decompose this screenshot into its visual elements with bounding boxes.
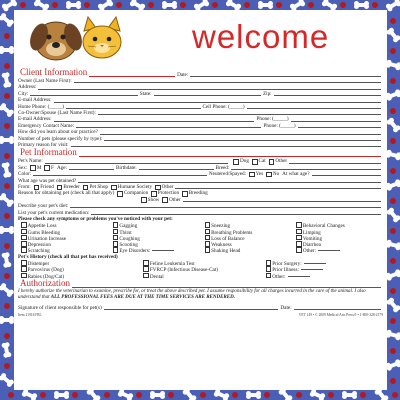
date-label: Date: <box>177 71 189 78</box>
at-what-age-field[interactable] <box>312 175 381 176</box>
phone-field[interactable] <box>291 121 381 122</box>
ball-icon <box>179 1 187 9</box>
breed-label: Breed: <box>215 164 230 171</box>
emergency-field[interactable] <box>76 127 261 128</box>
ball-icon <box>4 183 10 189</box>
num-pets-label: Number of pets (please specify by type): <box>18 135 103 142</box>
ball-icon <box>389 227 397 235</box>
reason-obtain-label: Reason for obtaining pet (check all that apply) <box>18 190 115 197</box>
ball-icon <box>327 391 335 399</box>
humane-label: Humane Society <box>117 183 153 190</box>
ball-icon <box>116 2 122 8</box>
symptom-label: Depression <box>27 242 51 248</box>
bone-icon <box>388 30 398 41</box>
home-phone-field[interactable] <box>66 108 200 109</box>
symptom-label: Diarrhea <box>302 242 321 248</box>
bone-icon <box>1 375 12 385</box>
ball-icon <box>296 392 302 398</box>
bone-icon <box>312 391 324 399</box>
other-label: Other <box>275 158 288 165</box>
bone-icon <box>344 393 355 397</box>
ball-icon <box>3 152 11 160</box>
cell-phone-field[interactable] <box>247 108 381 109</box>
form-header <box>14 10 387 68</box>
co-owner-field[interactable] <box>98 114 381 115</box>
email-label: E-mail Address: <box>18 97 52 104</box>
symptom-checkbox[interactable] <box>296 229 302 235</box>
ball-icon <box>4 93 10 99</box>
pet-shop-label: Pet Shop <box>89 183 109 190</box>
history-write-in-field[interactable] <box>301 269 323 270</box>
bone-icon <box>164 3 175 7</box>
zip-field[interactable] <box>274 95 381 96</box>
symptom-label: Behavioral Changes <box>302 223 345 229</box>
symptom-checkbox[interactable] <box>205 241 211 247</box>
symptom-label: Coughing <box>119 235 140 242</box>
reason-other-checkbox[interactable] <box>162 197 168 203</box>
symptom-checkbox[interactable] <box>113 229 119 235</box>
history-label: Distemper <box>27 261 50 267</box>
bone-icon <box>248 393 259 397</box>
medication-label: List your pet's current medication: <box>18 209 90 216</box>
neutered-label: Neutered/Spayed: <box>208 171 247 178</box>
history-label: FVRCP (Infectious Disease-Cat) <box>149 267 219 273</box>
bone-icon <box>1 195 12 205</box>
history-label: Prior Illness: <box>272 267 299 273</box>
symptom-checkbox[interactable] <box>205 235 211 241</box>
symptom-label: Vomiting <box>302 235 323 242</box>
num-pets-field[interactable] <box>104 140 381 141</box>
history-label: Prior Surgery: <box>272 261 302 267</box>
history-checkbox[interactable] <box>266 260 272 266</box>
bone-icon <box>1 228 12 232</box>
bone-icon <box>388 91 400 99</box>
diet-field[interactable] <box>70 207 381 208</box>
ball-icon <box>275 1 283 9</box>
bone-icon <box>388 152 400 159</box>
phone2-label: Phone: (_____) <box>263 122 296 129</box>
bone-icon <box>388 332 400 339</box>
companion-label: Companion <box>123 190 149 197</box>
ball-icon <box>135 391 143 399</box>
symptom-label: Thirst <box>119 229 132 235</box>
ball-icon <box>167 391 175 399</box>
history-label: Feline Leukemia Test <box>149 261 195 267</box>
ball-icon <box>20 2 26 8</box>
ball-icon <box>212 2 218 8</box>
hear-field[interactable] <box>100 134 381 135</box>
ball-icon <box>308 2 314 8</box>
date-field[interactable] <box>190 76 381 77</box>
history-write-in-field[interactable] <box>304 263 326 264</box>
bone-icon <box>228 1 240 10</box>
ball-icon <box>389 347 397 355</box>
ball-icon <box>4 273 10 279</box>
symptoms-grid <box>18 222 383 253</box>
female-label: F <box>51 164 54 171</box>
companion-checkbox[interactable] <box>117 191 123 197</box>
symptom-item[interactable] <box>18 247 108 253</box>
authorization-fees-notice: ALL PROFESSIONAL FEES ARE DUE AT THE TIME SERVICES ARE RENDERED. <box>50 294 235 300</box>
signature-field[interactable] <box>104 309 279 310</box>
history-checkbox[interactable] <box>143 260 149 266</box>
email2-label: E-mail Address: <box>18 116 52 123</box>
color-label: Color: <box>18 171 32 178</box>
ball-icon <box>389 287 396 294</box>
neutered-no-label: No <box>272 171 280 178</box>
bone-icon <box>376 390 386 400</box>
from-label: From: <box>18 183 31 190</box>
auth-section-title: Authorization <box>20 277 70 288</box>
history-checkbox[interactable] <box>21 266 27 272</box>
client-section-title: Client Information <box>20 67 88 77</box>
other-checkbox[interactable] <box>269 159 275 165</box>
history-checkbox[interactable] <box>21 260 27 266</box>
cell-phone-label: Cell Phone: (_____) <box>202 103 245 110</box>
symptom-item[interactable] <box>293 247 383 253</box>
ball-icon <box>243 1 251 9</box>
symptom-label: Gagging <box>119 223 138 229</box>
emergency-label: Emergency Contact Name: <box>18 122 75 129</box>
symptom-label: Scratching <box>27 248 50 254</box>
bone-icon <box>4 1 16 10</box>
symptoms-heading: Please check any symptoms or problems you've noticed with your pet: <box>18 215 173 222</box>
symptom-checkbox[interactable] <box>296 241 302 247</box>
age-label: Age: <box>56 164 68 171</box>
welcome-title: welcome <box>192 18 330 55</box>
history-label: Parvovirus (Dog) <box>27 267 64 273</box>
ball-icon <box>51 1 59 9</box>
from-other-label: Other <box>161 183 174 190</box>
symptom-checkbox[interactable] <box>21 247 27 253</box>
bone-icon <box>1 15 12 25</box>
age-field[interactable] <box>69 169 114 170</box>
ball-icon <box>4 33 11 40</box>
ball-icon <box>389 17 396 24</box>
history-label: Other: <box>272 273 286 279</box>
symptom-label: Appetite Loss <box>27 223 57 229</box>
reason-label: Primary reason for visit: <box>18 142 69 148</box>
bone-icon <box>388 210 398 221</box>
symptom-label: Limping <box>302 229 321 235</box>
bone-icon <box>388 242 400 249</box>
bone-icon <box>1 285 12 295</box>
symptom-checkbox[interactable] <box>205 229 211 235</box>
bone-icon <box>216 391 228 399</box>
bone-icon <box>388 361 400 369</box>
ball-icon <box>392 392 398 398</box>
state-field[interactable] <box>154 95 261 96</box>
history-label: Dental <box>149 273 164 279</box>
bone-icon <box>1 48 12 52</box>
symptom-checkbox[interactable] <box>296 235 302 241</box>
ball-icon <box>389 197 396 204</box>
signature-date-field[interactable] <box>294 309 381 310</box>
obtained-field[interactable] <box>78 182 381 183</box>
history-checkbox[interactable] <box>143 266 149 272</box>
birthdate-field[interactable] <box>139 169 214 170</box>
ball-icon <box>4 123 11 130</box>
breeding-checkbox[interactable] <box>182 191 188 197</box>
form-footer <box>18 312 383 318</box>
symptom-label: Sneezing <box>211 223 231 229</box>
ball-icon <box>3 62 11 70</box>
at-what-age-label: At what age? <box>282 171 310 178</box>
history-grid <box>18 260 383 279</box>
email2-field[interactable] <box>54 121 255 122</box>
breeder-label: Breeder <box>63 183 80 190</box>
neutered-yes-checkbox[interactable] <box>249 172 255 178</box>
bone-icon <box>4 74 10 86</box>
ball-icon <box>371 1 379 9</box>
symptom-checkbox[interactable] <box>296 247 302 253</box>
symptom-checkbox[interactable] <box>113 235 119 241</box>
history-item[interactable] <box>140 273 260 279</box>
history-label: Rabies (Dog/Cat) <box>27 273 65 279</box>
color-field[interactable] <box>33 175 207 176</box>
diet-label: Describe your pet's diet: <box>18 203 69 210</box>
cat-label: Cat <box>258 158 266 165</box>
phone2-field[interactable] <box>298 127 381 128</box>
bone-icon <box>356 3 367 7</box>
authorization-text <box>18 289 383 301</box>
symptom-checkbox[interactable] <box>205 247 211 253</box>
female-checkbox[interactable] <box>44 165 50 171</box>
bone-icon <box>388 271 400 279</box>
city-field[interactable] <box>30 95 137 96</box>
signature-label: Signature of client responsible for pet(s) <box>18 304 102 311</box>
zip-label: Zip: <box>262 90 272 97</box>
symptom-checkbox[interactable] <box>205 222 211 228</box>
bone-icon <box>88 390 98 400</box>
bone-icon <box>4 164 10 176</box>
symptom-checkbox[interactable] <box>21 222 27 228</box>
ball-icon <box>83 1 91 9</box>
bone-icon <box>388 181 400 189</box>
ball-icon <box>339 1 347 9</box>
cat-checkbox[interactable] <box>252 159 258 165</box>
protection-label: Protection <box>157 190 180 197</box>
symptom-checkbox[interactable] <box>21 241 27 247</box>
bone-icon <box>260 3 271 7</box>
breed-field[interactable] <box>231 169 381 170</box>
bone-icon <box>388 300 398 311</box>
history-heading: Pet's History (check all that pet has received) <box>18 253 118 260</box>
owner-field[interactable] <box>74 82 381 83</box>
pet-name-label: Pet's Name: <box>18 158 43 165</box>
symptom-label: Eye Disorders: <box>119 248 151 254</box>
owner-label: Owner (Last Name First): <box>18 78 72 85</box>
ball-icon <box>231 391 239 399</box>
show-checkbox[interactable] <box>141 197 147 203</box>
form-body <box>18 68 383 390</box>
bone-icon <box>100 1 112 10</box>
bone-icon <box>1 138 12 142</box>
bone-icon <box>120 391 132 399</box>
ball-icon <box>389 77 397 85</box>
address-field[interactable] <box>38 89 381 90</box>
male-label: M <box>36 164 42 171</box>
ball-icon <box>3 242 11 250</box>
footer-item-number: Item 21916VBL <box>18 312 42 317</box>
neutered-yes-label: Yes <box>255 171 264 178</box>
symptom-label: Weakness <box>211 242 232 248</box>
bone-icon <box>68 3 79 7</box>
ball-icon <box>4 363 10 369</box>
bone-icon <box>324 1 336 10</box>
ball-icon <box>359 391 367 399</box>
address-label: Address: <box>18 84 37 91</box>
bone-icon <box>56 393 67 397</box>
ball-icon <box>389 137 397 145</box>
home-phone-label: Home Phone: (_____) <box>18 103 65 110</box>
friend-label: Friend <box>40 183 54 190</box>
breeding-label: Breeding <box>188 190 208 197</box>
bone-icon <box>184 390 194 400</box>
symptom-label: Loss of Balance <box>211 235 245 242</box>
symptom-write-in-field[interactable] <box>152 250 174 251</box>
symptom-checkbox[interactable] <box>113 222 119 228</box>
city-label: City: <box>18 90 29 97</box>
reason-other-field[interactable] <box>183 201 381 202</box>
signature-date-label: Date: <box>280 304 292 311</box>
pet-section-title: Pet Information <box>20 147 77 158</box>
from-other-field[interactable] <box>175 188 381 189</box>
symptom-label: Urination Increase <box>27 235 67 242</box>
bone-icon <box>280 390 290 400</box>
dog-and-cat-logo <box>28 15 128 63</box>
authorization-text-body: I hereby authorize the veterinarian to examine, prescribe for, or treat the above described pet. I assume responsibility for all charges incurred in the care of the animal. I also understand that <box>18 288 366 300</box>
symptom-label: Gums Bleeding <box>27 229 61 235</box>
other-field[interactable] <box>289 163 381 164</box>
symptom-label: Scooting <box>119 242 138 248</box>
symptom-label: Other: <box>302 248 317 254</box>
ball-icon <box>389 47 397 55</box>
bone-icon <box>1 105 12 115</box>
symptom-label: Breathing Problems <box>211 229 253 235</box>
ball-icon <box>8 392 14 398</box>
pet-name-field[interactable] <box>45 163 229 164</box>
bone-icon <box>24 391 36 399</box>
bone-icon <box>292 1 304 10</box>
bone-icon <box>4 344 10 356</box>
bone-icon <box>152 393 163 397</box>
bone-icon <box>1 318 12 322</box>
bone-icon <box>388 120 398 131</box>
history-checkbox[interactable] <box>266 273 272 279</box>
symptom-item[interactable] <box>202 247 292 253</box>
symptom-checkbox[interactable] <box>113 247 119 253</box>
ball-icon <box>39 391 47 399</box>
bone-icon <box>388 1 400 10</box>
symptom-checkbox[interactable] <box>113 241 119 247</box>
ball-icon <box>147 1 155 9</box>
bone-icon <box>36 1 48 10</box>
ball-icon <box>389 317 397 325</box>
symptom-checkbox[interactable] <box>296 222 302 228</box>
ball-icon <box>4 213 11 220</box>
birthdate-label: Birthdate: <box>115 164 137 171</box>
sex-label: Sex: <box>18 164 28 171</box>
symptom-write-in-field[interactable] <box>318 250 340 251</box>
ball-icon <box>104 392 110 398</box>
symptom-checkbox[interactable] <box>21 229 27 235</box>
reason-other-label: Other <box>169 196 181 203</box>
ball-icon <box>4 303 11 310</box>
ball-icon <box>389 257 397 265</box>
phone-label: Phone: (_____) <box>256 116 289 123</box>
form-sheet <box>14 10 387 390</box>
bone-icon <box>196 1 208 10</box>
dog-label: Dog <box>240 158 249 165</box>
ball-icon <box>3 332 11 340</box>
dog-checkbox[interactable] <box>233 159 239 165</box>
bone-icon <box>132 1 144 10</box>
ball-icon <box>389 377 396 384</box>
history-checkbox[interactable] <box>143 273 149 279</box>
neutered-no-checkbox[interactable] <box>266 172 272 178</box>
ball-icon <box>263 391 271 399</box>
history-write-in-field[interactable] <box>288 276 310 277</box>
symptom-item[interactable] <box>110 247 200 253</box>
ball-icon <box>389 107 396 114</box>
history-item[interactable] <box>263 273 383 279</box>
bone-icon <box>4 254 10 266</box>
bone-icon <box>388 62 400 69</box>
obtained-label: What age was pet obtained? <box>18 177 77 184</box>
medication-field[interactable] <box>91 214 381 215</box>
footer-copyright: VET 149 • © 2009 Medical Arts Press® • 1-800-328-2179 <box>298 312 383 317</box>
show-label: Show <box>147 196 160 203</box>
co-owner-label: Co-Owner/Spouse (Last Name First): <box>18 110 96 117</box>
ball-icon <box>71 391 79 399</box>
state-label: State: <box>139 90 152 97</box>
symptom-label: Shaking Head <box>211 248 241 254</box>
ball-icon <box>200 392 206 398</box>
ball-icon <box>389 167 397 175</box>
symptom-checkbox[interactable] <box>21 235 27 241</box>
reason-field[interactable] <box>71 146 381 147</box>
history-checkbox[interactable] <box>266 266 272 272</box>
email-field[interactable] <box>54 102 381 103</box>
hear-label: How did you learn about our practice? <box>18 129 98 136</box>
